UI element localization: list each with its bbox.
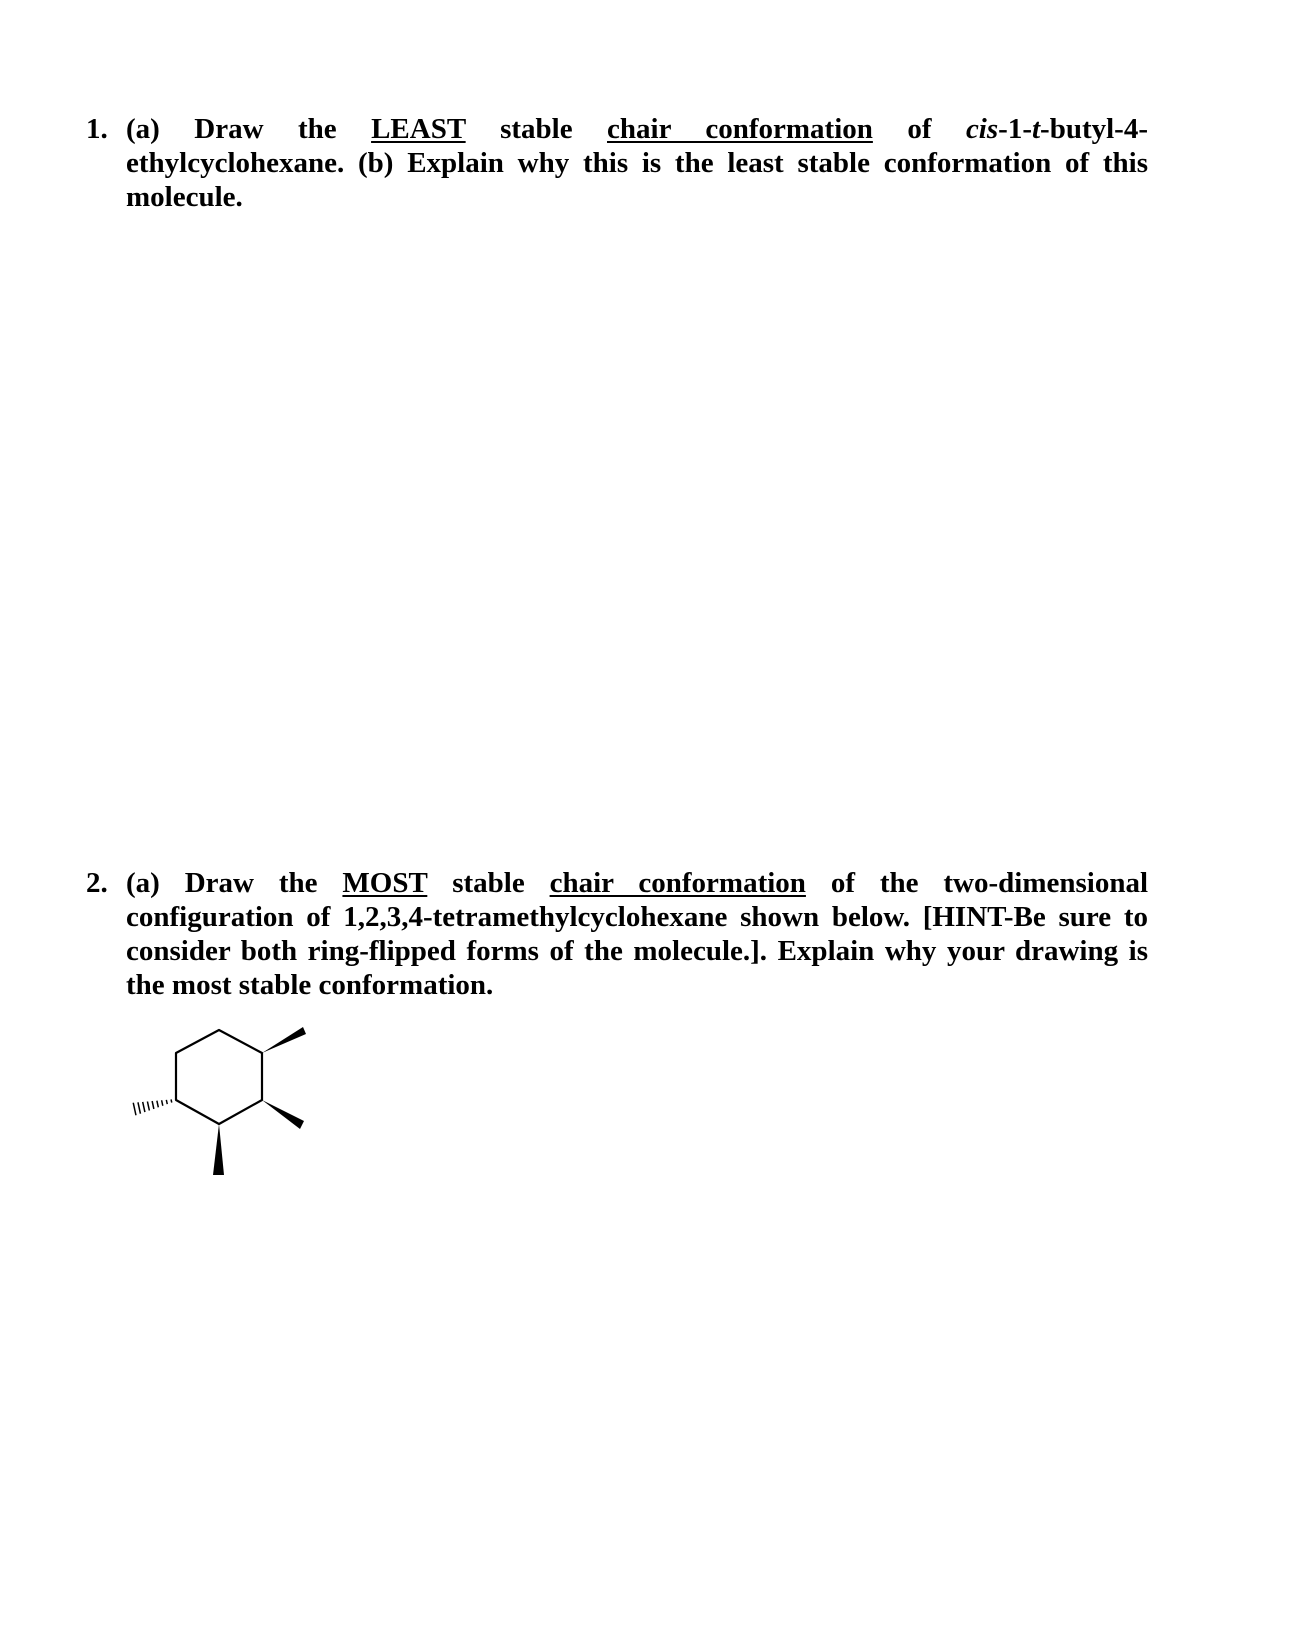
wedge-bond-bottom [213,1124,224,1175]
hash-line [166,1100,167,1104]
question-2-draw-text: Draw the [184,867,318,899]
hash-line [157,1101,158,1108]
question-2-part-a-label: (a) [126,867,160,899]
question-2-rest: of the two-dimensional configuration of 1,2,3,4-tetramethylcyclohexane shown below. [HINT-Be sure to consider both ring-flipped forms of the molecule.]. Explain why your drawing is the most stable conformation. [126,867,1149,1001]
ring-bonds [176,1030,262,1124]
hash-line [152,1101,154,1109]
question-2-text [126,866,1148,1002]
hash-line [133,1103,136,1116]
question-1-of-text: of [907,113,932,145]
question-1-part-b: (b) Explain why this is the least stable conformation of this molecule. [126,147,1149,213]
hash-line [147,1102,149,1111]
wedge-bond-top-right [262,1027,306,1053]
hash-line [171,1099,172,1102]
question-1-draw-text: Draw the [194,113,337,145]
question-1 [86,112,1148,214]
hash-line [162,1100,163,1105]
wedge-bond-right [262,1100,304,1129]
hash-line [138,1102,140,1113]
question-1-chair-conformation: chair conformation [607,113,873,145]
tetramethylcyclohexane-structure [120,1025,340,1205]
least-emphasis: LEAST [371,113,466,145]
question-1-text [126,112,1148,214]
cis-prefix: cis [965,113,999,145]
hash-bond-left [133,1099,171,1115]
question-2-number: 2. [86,867,108,899]
question-1-part-a-label: (a) [126,113,160,145]
compound-name-mid: -1- [998,113,1032,145]
most-emphasis: MOST [342,867,428,899]
hash-line [143,1102,145,1112]
cyclohexane-ring [176,1030,262,1124]
question-2-stable-text: stable [452,867,525,899]
question-2-chair-conformation: chair conformation [549,867,806,899]
compound-name-end: -butyl-4-ethylcyclohexane. [126,113,1148,179]
question-1-number: 1. [86,113,108,145]
tert-prefix: t [1031,113,1041,145]
question-1-stable-text: stable [500,113,573,145]
question-2 [86,866,1148,1002]
